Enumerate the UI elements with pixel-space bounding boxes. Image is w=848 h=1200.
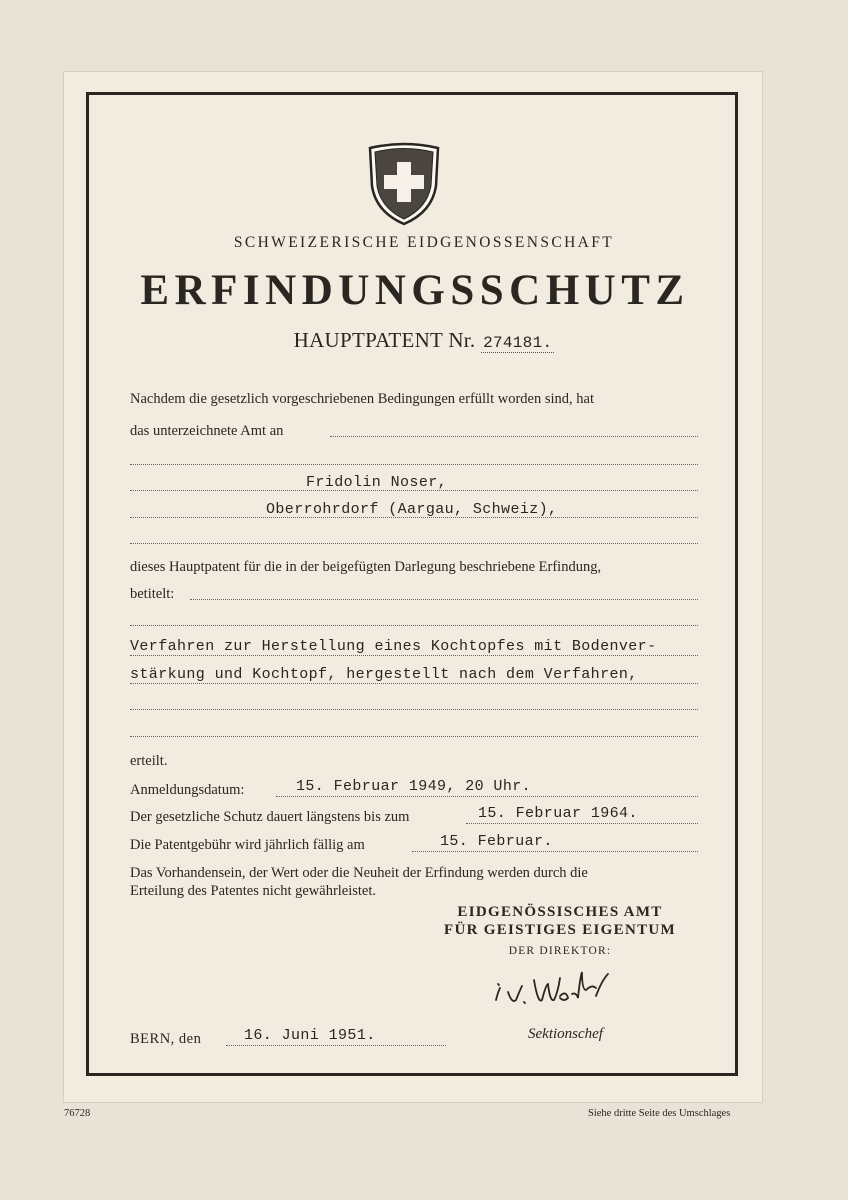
protection-label: Der gesetzliche Schutz dauert längstens bis zum [130,809,410,825]
director-label: DER DIREKTOR: [508,945,612,957]
invention-title-line-2: stärkung und Kochtopf, hergestellt nach dem Verfahren, [130,666,638,683]
dotted-line [130,625,698,626]
dotted-line [276,796,698,797]
authority-line-1: EIDGENÖSSISCHES AMT [457,904,663,920]
dotted-line [226,1045,446,1046]
issuing-nation: SCHWEIZERISCHE EIDGENOSSENSCHAFT [233,234,615,251]
dotted-line [130,655,698,656]
place-date-label: BERN, den [130,1031,202,1047]
authority-line-2: FÜR GEISTIGES EIGENTUM [444,922,676,938]
fee-label: Die Patentgebühr wird jährlich fällig am [130,837,365,853]
disclaimer-line-2: Erteilung des Patentes nicht gewährleistet. [130,883,377,899]
dotted-line [130,683,698,684]
dotted-line [130,490,698,491]
document-title: ERFINDUNGSSCHUTZ [140,267,690,314]
invention-title-line-1: Verfahren zur Herstellung eines Kochtopfes mit Bodenver- [130,638,657,655]
issue-date: 16. Juni 1951. [244,1027,376,1044]
dotted-line [130,517,698,518]
patent-number-line [86,328,762,353]
footer-note: Siehe dritte Seite des Umschlages [588,1108,731,1119]
fee-due-date: 15. Februar. [440,833,553,850]
dotted-line [130,709,698,710]
protection-end-date: 15. Februar 1964. [478,805,638,822]
filing-date-label: Anmeldungsdatum: [130,782,245,798]
signatory-title: Sektionschef [528,1026,603,1042]
granted-word: erteilt. [130,753,168,769]
intro-line-2: das unterzeichnete Amt an [130,423,284,439]
patent-holder-place: Oberrohrdorf (Aargau, Schweiz), [266,501,558,518]
director-signature [488,966,618,1016]
grant-line: dieses Hauptpatent für die in der beigefügten Darlegung beschriebene Erfindung, [130,559,602,575]
dotted-line [466,823,698,824]
titled-label: betitelt: [130,586,175,602]
patent-number: 274181. [483,334,553,352]
patent-holder-name: Fridolin Noser, [306,474,448,491]
intro-line-1: Nachdem die gesetzlich vorgeschriebenen Bedingungen erfüllt worden sind, hat [130,391,594,407]
form-number: 76728 [64,1108,91,1119]
disclaimer-line-1: Das Vorhandensein, der Wert oder die Neuheit der Erfindung werden durch die [130,865,588,881]
dotted-line [130,543,698,544]
dotted-line [330,436,698,437]
swiss-coat-of-arms-icon [366,142,442,226]
dotted-line [130,736,698,737]
dotted-line [130,464,698,465]
filing-date-value: 15. Februar 1949, 20 Uhr. [296,778,532,795]
dotted-line [190,599,698,600]
dotted-line [412,851,698,852]
patent-label: HAUPTPATENT Nr. [293,328,476,352]
